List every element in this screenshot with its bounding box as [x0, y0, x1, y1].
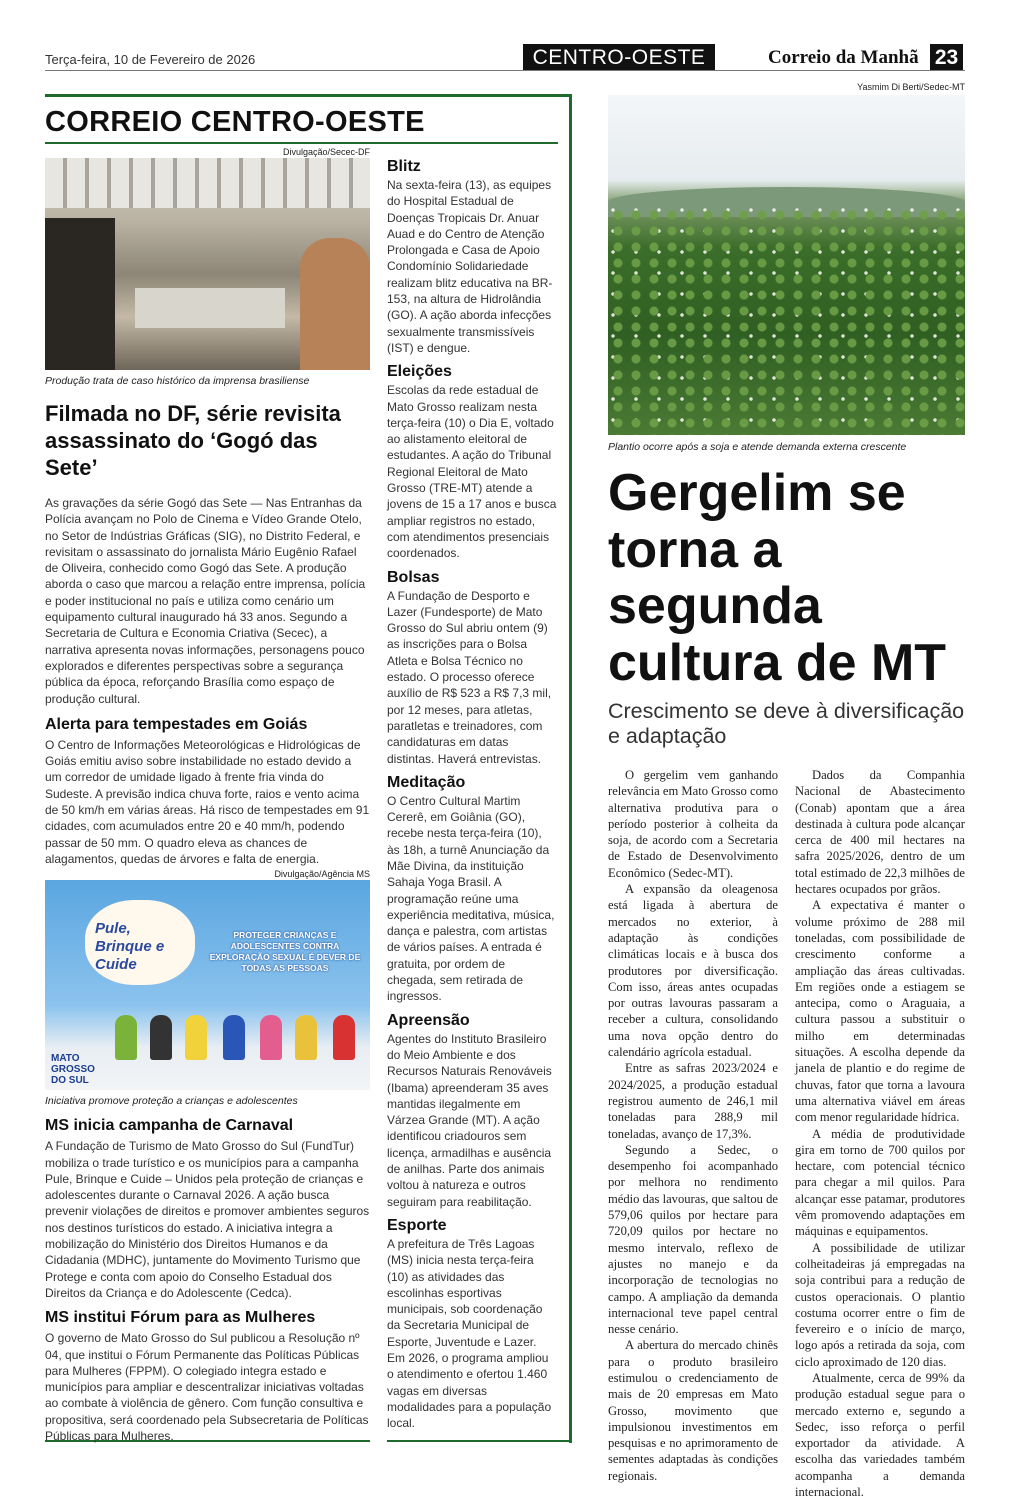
- note-title: Meditação: [387, 773, 466, 791]
- campaign-poster-image: [45, 880, 370, 1090]
- paragraph: A expansão da oleagenosa está ligada à abertura de mercados no exterior, à adaptação às condições climáticas locais e à busca dos produtores por diversificação. Com isso, áreas antes ocupadas por outras lavouras passaram a receber a cultura, consolidando uma nova opção dentro do calendário agrícola estadual.: [608, 882, 778, 1060]
- film-set-photo: [45, 158, 370, 370]
- note-body: Na sexta-feira (13), as equipes do Hospital Estadual de Doenças Tropicais Dr. Anuar Auad e do Centro de Atenção Prolongada e Casa de Apoio Condomínio Solidariedade realizam blitz educativa na BR-153, na altura de Hidrolândia (GO). A ação aborda infecções sexualmente transmissíveis (IST) e dengue.: [387, 178, 553, 355]
- note-body: A Fundação de Desporto e Lazer (Fundesporte) de Mato Grosso do Sul abriu ontem (9) as inscrições para o Bolsa Atleta e Bolsa Técnico no estado. O processo oferece auxílio de R$ 523 a R$ 7,3 mil, por 12 meses, para atletas, paratletas e treinadores, com candidaturas em datas distintas. Haverá entrevistas.: [387, 588, 552, 766]
- brief-body: A Fundação de Turismo de Mato Grosso do Sul (FundTur) mobiliza o trade turístico e os municípios para a campanha Pule, Brinque e Cuide – Unidos pela proteção de crianças e adolescentes durante o Carnaval 2026. A ação busca prevenir violações de direitos e promover ambientes seguros nos destinos turísticos do estado. A iniciativa integra a mobilização do Ministério dos Direitos Humanos e da Cidadania (MDHC), juntamente do Movimento Turismo que Protege e conta com apoio do Conselho Estadual dos Direitos da Criança e do Adolescente (Cedca).: [45, 1139, 370, 1300]
- notes-column: [387, 151, 557, 1431]
- sesame-field-photo: [608, 95, 965, 435]
- note-body: O Centro Cultural Martim Cererê, em Goiânia (GO), recebe nesta terça-feira (10), às 18h, a turnê Anunciação da Mãe Divina, da instituição Sahaja Yoga Brasil. A programação reúne uma experiência meditativa, música, dança e palestra, com artistas de vários países. A entrada é gratuita, por ordem de chegada, sem retirada de ingressos.: [387, 793, 555, 1004]
- brief-title: MS inicia campanha de Carnaval: [45, 1117, 294, 1135]
- note-body: Agentes do Instituto Brasileiro do Meio Ambiente e dos Recursos Naturais Renováveis (Ibama) apreenderam 35 aves mantidas ilegalmente em Várzea Grande (MT). A ação identificou criadouros sem licença, armadilhas e ausência de anilhas. Parte dos animais voltou à natureza e outros seguiram para reabilitação.: [387, 1031, 552, 1209]
- article-headline: Filmada no DF, série revisita assassinato do ‘Gogó das Sete’: [45, 401, 341, 480]
- main-article-body: [608, 767, 965, 1500]
- photo-caption: Plantio ocorre após a soja e atende demanda externa crescente: [608, 441, 907, 453]
- brief-title: MS institui Fórum para as Mulheres: [45, 1309, 316, 1327]
- note-body: Escolas da rede estadual de Mato Grosso realizam nesta terça-feira (10) o Dia E, voltado ao alistamento eleitoral de estudantes. A ação do Tribunal Regional Eleitoral de Mato Grosso (TRE-MT) atende a jovens de 15 a 17 anos e busca ampliar registros no estado, com atendimentos presenciais coordenados.: [387, 383, 557, 561]
- photo-credit: Divulgação/Secec-DF: [282, 147, 370, 157]
- brief-body: O governo de Mato Grosso do Sul publicou a Resolução nº 04, que institui o Fórum Permanente das Políticas Públicas para Mulheres (FPPM). O colegiado integra estado e municípios para ampliar e descentralizar iniciativas voltadas ao combate à violência de gênero. Com função consultiva e propositiva, será coordenado pela Subsecretaria de Políticas Públicas para Mulheres.: [45, 1331, 369, 1443]
- paragraph: A possibilidade de utilizar colheitadeiras já empregadas na soja contribui para a redução de custos operacionais. O plantio costuma ocorrer entre o fim de fevereiro e o início de março, logo após a retirada da soja, com ciclo aproximado de 120 dias.: [795, 1240, 965, 1369]
- paragraph: A média de produtividade gira em torno de 700 quilos por hectare, com potencial técnico para chegar a mil quilos. Para alcançar esse patamar, produtores vêm promovendo adaptações em máquinas e equipamentos.: [795, 1126, 965, 1239]
- main-subtitle: Crescimento se deve à diversificação e adaptação: [608, 699, 965, 748]
- newspaper-logo: Correio da Manhã: [768, 47, 919, 68]
- page-number: 23: [930, 44, 963, 70]
- section-kicker: CORREIO CENTRO-OESTE: [45, 106, 425, 138]
- paragraph: Segundo a Sedec, o desempenho foi acompanhado por melhora no rendimento médio das lavouras, que saltou de 579,06 quilos por hectare para 720,09 quilos por hectare no mesmo intervalo, reflexo de ajustes no manejo e da incorporação de tecnologias no campo. A ampliação da demanda internacional teve papel central nesse cenário.: [608, 1142, 778, 1337]
- kicker-rule: [45, 142, 558, 144]
- brief-title: Alerta para tempestades em Goiás: [45, 715, 308, 733]
- note-title: Apreensão: [387, 1011, 470, 1029]
- photo-credit: Yasmim Di Berti/Sedec-MT: [857, 82, 965, 92]
- left-column: [45, 147, 370, 1444]
- note-title: Esporte: [387, 1216, 447, 1234]
- brief-body: O Centro de Informações Meteorológicas e Hidrológicas de Goiás emitiu aviso sobre instabilidade no estado devido a um corredor de umidade ligado à frente fria vinda do Sudeste. A previsão indica chuva forte, raios e vento acima de 50 km/h em várias áreas. Há risco de tempestades em 91 cidades, com acumulados entre 20 e 40 mm/h, podendo passar de 50 mm. O quadro eleva as chances de alagamentos, quedas de árvores e falta de energia.: [45, 737, 370, 866]
- paragraph: Entre as safras 2023/2024 e 2024/2025, a produção estadual registrou aumento de 246,1 mil toneladas para 288,9 mil toneladas, avanço de 17,3%.: [608, 1061, 778, 1141]
- note-title: Blitz: [387, 158, 421, 175]
- main-headline: Gergelim se torna a segunda cultura de MT: [608, 464, 947, 692]
- poster-slogan: PROTEGER CRIANÇAS E ADOLESCENTES CONTRA EXPLORAÇÃO SEXUAL É DEVER DE TODAS AS PESSOAS: [209, 930, 361, 974]
- poster-title: Pule, Brinque e Cuide: [95, 920, 165, 974]
- photo-credit: Divulgação/Agência MS: [274, 869, 370, 880]
- paragraph: A expectativa é manter o volume próximo de 288 mil toneladas, com possibilidade de crescimento conforme a ampliação das áreas cultivadas. Em regiões onde a estiagem se antecipa, como o Araguaia, a cultura passou a substituir o milho em determinadas situações. A escolha depende da janela de plantio e do regime de chuvas, fator que torna a lavoura uma alternativa viável em áreas com menor regularidade hídrica.: [795, 898, 965, 1125]
- main-article: [608, 465, 988, 1500]
- photo-caption: Produção trata de caso histórico da imprensa brasiliense: [45, 375, 310, 387]
- note-title: Bolsas: [387, 568, 440, 586]
- note-title: Eleições: [387, 363, 452, 381]
- paragraph: O gergelim vem ganhando relevância em Mato Grosso como alternativa produtiva para o período posterior à colheita da soja, de acordo com a Secretaria de Estado de Desenvolvimento Econômico (Sedec-MT).: [608, 768, 778, 880]
- note-body: A prefeitura de Três Lagoas (MS) inicia nesta terça-feira (10) as atividades das escolinhas esportivas municipais, sob coordenação da Secretaria Municipal de Esporte, Juventude e Lazer. Em 2026, o programa ampliou o atendimento e ofertou 1.460 vagas em diversas modalidades para a população local.: [387, 1236, 552, 1431]
- paragraph: A abertura do mercado chinês para o produto brasileiro estimulou o credenciamento de mais de 20 empresas em Mato Grosso, movimento que impulsionou investimentos em pesquisas e no aprimoramento de sementes adaptadas às condições regionais.: [608, 1338, 778, 1483]
- edition-date: Terça-feira, 10 de Fevereiro de 2026: [45, 52, 256, 67]
- photo-caption: Iniciativa promove proteção a crianças e adolescentes: [45, 1095, 298, 1108]
- article-body: As gravações da série Gogó das Sete — Nas Entranhas da Polícia avançam no Polo de Cinema e Vídeo Grande Otelo, no Setor de Indústrias Gráficas (SIG), no Distrito Federal, e revisitam o assassinato do jornalista Mário Eugênio Rafael de Oliveira, conhecido como Gogó das Sete. A produção aborda o caso que marcou a relação entre imprensa, polícia e poder institucional no país e utiliza como cenário um equipamento cultural inaugurado há 33 anos. Segundo a Secretaria de Cultura e Economia Criativa (Secec), a narrativa apresenta novas informações, personagens pouco explorados e diferentes perspectivas sobre a segurança pública da época, reforçando Brasília como espaço de produção cultural.: [45, 496, 366, 706]
- section-label: CENTRO-OESTE: [523, 44, 715, 70]
- paragraph: Atualmente, cerca de 99% da produção estadual segue para o mercado externo e, segundo a Sedec, isso reforça o perfil exportador da atividade. A escolha das variedades também acompanha a demanda internacional.: [795, 1370, 965, 1500]
- column-rule: [387, 1440, 572, 1442]
- paragraph: Dados da Companhia Nacional de Abastecimento (Conab) apontam que a área destinada à cultura pode alcançar cerca de 400 mil hectares na safra 2025/2026, dentro de um total estimado de 22,3 milhões de hectares ocupados por grãos.: [795, 768, 965, 897]
- state-logo: MATO GROSSO DO SUL: [51, 1053, 95, 1087]
